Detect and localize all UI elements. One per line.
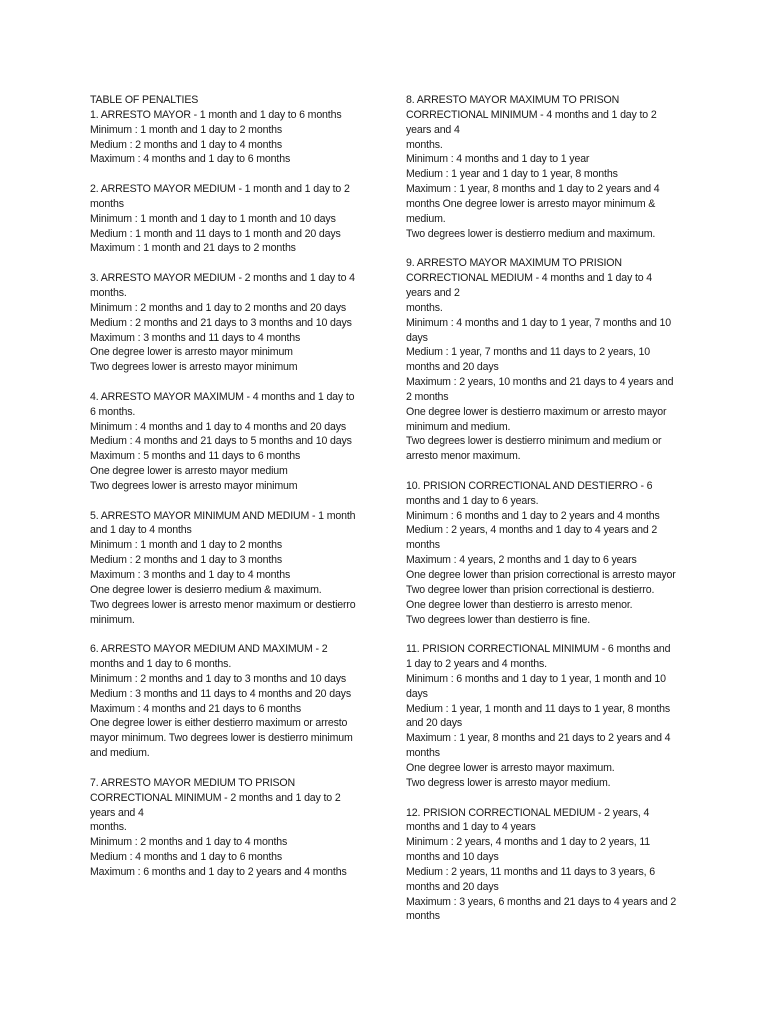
- section-line: Medium : 2 years, 11 months and 11 days to 3 years, 6: [406, 865, 655, 878]
- section-line: Medium : 3 months and 11 days to 4 months and 20 days: [90, 687, 351, 700]
- section-line: 2 months: [406, 390, 449, 403]
- section-line: Maximum : 3 months and 1 day to 4 months: [90, 569, 291, 581]
- right-sections: [406, 93, 691, 924]
- section-line: and 1 day to 4 months: [90, 524, 192, 537]
- section-line: days: [406, 331, 428, 344]
- section-line: Medium : 1 year, 7 months and 11 days to 2 years, 10: [406, 346, 651, 359]
- section-line: Minimum : 1 month and 1 day to 2 months: [90, 539, 282, 552]
- section-line: months.: [90, 821, 127, 834]
- section-line: months: [90, 197, 124, 210]
- penalty-section: [406, 93, 691, 241]
- section-line: Two degrees lower is arresto mayor minimum: [90, 479, 298, 492]
- left-column: [90, 93, 375, 895]
- section-line: arresto menor maximum.: [406, 450, 521, 463]
- section-line: One degree lower is arresto mayor minimum: [90, 346, 293, 359]
- section-line: 1 day to 2 years and 4 months.: [406, 658, 547, 671]
- section-line: CORRECTIONAL MEDIUM - 4 months and 1 day to 4: [406, 272, 653, 285]
- penalty-section: [406, 806, 691, 925]
- section-line: mayor minimum. Two degrees lower is destierro minimum: [90, 732, 353, 745]
- section-line: Two degrees lower is arresto mayor minimum: [90, 361, 298, 374]
- penalty-section: [90, 108, 375, 167]
- section-heading: 12. PRISION CORRECTIONAL MEDIUM - 2 years, 4: [406, 806, 650, 819]
- section-line: months.: [406, 138, 443, 151]
- penalty-section: [90, 182, 375, 256]
- document-title: TABLE OF PENALTIES: [90, 94, 199, 106]
- section-heading: 1. ARRESTO MAYOR - 1 month and 1 day to 6 months: [90, 108, 342, 121]
- penalty-section: [90, 509, 375, 628]
- section-line: Minimum : 4 months and 1 day to 1 year, 7 months and 10: [406, 316, 671, 329]
- section-line: Two degrees lower is destierro minimum and medium or: [406, 435, 662, 448]
- penalty-section: [90, 776, 375, 880]
- penalty-section: [90, 390, 375, 494]
- section-line: Maximum : 6 months and 1 day to 2 years and 4 months: [90, 865, 347, 878]
- section-line: CORRECTIONAL MINIMUM - 4 months and 1 day to 2: [406, 108, 657, 121]
- section-line: CORRECTIONAL MINIMUM - 2 months and 1 day to 2: [90, 791, 341, 804]
- section-heading: 9. ARRESTO MAYOR MAXIMUM TO PRISION: [406, 257, 622, 270]
- section-line: minimum and medium.: [406, 420, 511, 433]
- section-line: Maximum : 3 months and 11 days to 4 months: [90, 331, 301, 344]
- section-line: Maximum : 1 year, 8 months and 1 day to 2 years and 4: [406, 183, 660, 196]
- penalty-section: [90, 271, 375, 375]
- section-line: minimum.: [90, 613, 135, 626]
- section-line: months: [406, 539, 440, 552]
- section-line: months and 20 days: [406, 361, 499, 374]
- section-line: years and 4: [90, 806, 144, 819]
- section-line: Two degrees lower is arresto menor maximum or destierro: [90, 598, 356, 611]
- section-line: months One degree lower is arresto mayor minimum &: [406, 197, 656, 210]
- section-line: Minimum : 6 months and 1 day to 2 years and 4 months: [406, 509, 660, 522]
- section-heading: 7. ARRESTO MAYOR MEDIUM TO PRISON: [90, 776, 295, 789]
- right-column: [406, 93, 691, 939]
- section-line: months: [406, 747, 440, 760]
- section-line: medium.: [406, 212, 446, 225]
- section-heading: 5. ARRESTO MAYOR MINIMUM AND MEDIUM - 1 month: [90, 509, 356, 522]
- section-heading: 2. ARRESTO MAYOR MEDIUM - 1 month and 1 day to 2: [90, 183, 350, 196]
- penalty-section: [406, 479, 691, 627]
- section-line: Maximum : 3 years, 6 months and 21 days to 4 years and 2: [406, 895, 677, 908]
- section-line: Medium : 2 months and 1 day to 4 months: [90, 138, 283, 151]
- section-line: Minimum : 2 months and 1 day to 4 months: [90, 836, 288, 849]
- section-line: days: [406, 687, 428, 700]
- section-line: months.: [406, 301, 443, 314]
- section-line: Medium : 2 years, 4 months and 1 day to 4 years and 2: [406, 524, 658, 537]
- section-line: Minimum : 4 months and 1 day to 4 months and 20 days: [90, 420, 347, 433]
- section-line: Minimum : 1 month and 1 day to 1 month and 10 days: [90, 212, 336, 225]
- section-line: Medium : 2 months and 21 days to 3 months and 10 days: [90, 316, 352, 329]
- section-line: One degree lower is either destierro maximum or arresto: [90, 717, 348, 730]
- section-line: Medium : 1 year and 1 day to 1 year, 8 months: [406, 168, 618, 181]
- penalty-section: [406, 642, 691, 790]
- section-line: Minimum : 2 months and 1 day to 3 months and 10 days: [90, 672, 347, 685]
- section-line: months and 1 day to 6 months.: [90, 658, 232, 671]
- section-line: months and 10 days: [406, 851, 499, 864]
- section-line: One degree lower than destierro is arresto menor.: [406, 598, 633, 611]
- section-heading: 4. ARRESTO MAYOR MAXIMUM - 4 months and 1 day to: [90, 390, 355, 403]
- section-line: Two degrees lower than destierro is fine.: [406, 613, 591, 626]
- section-line: months and 1 day to 6 years.: [406, 494, 539, 507]
- section-line: One degree lower is arresto mayor medium: [90, 465, 288, 478]
- section-line: Two degress lower is arresto mayor medium.: [406, 776, 611, 789]
- section-line: years and 2: [406, 286, 460, 299]
- section-line: Two degrees lower is destierro medium and maximum.: [406, 227, 656, 240]
- section-line: Maximum : 4 years, 2 months and 1 day to 6 years: [406, 554, 637, 567]
- penalty-section: [406, 256, 691, 464]
- section-line: One degree lower is destierro maximum or arresto mayor: [406, 405, 667, 418]
- left-sections: [90, 108, 375, 880]
- section-line: months.: [90, 286, 127, 299]
- section-line: Maximum : 2 years, 10 months and 21 days to 4 years and: [406, 376, 674, 389]
- penalty-section: [90, 642, 375, 761]
- section-line: months and 20 days: [406, 880, 499, 893]
- section-line: Medium : 4 months and 1 day to 6 months: [90, 851, 283, 864]
- section-line: One degree lower than prision correctional is arresto mayor: [406, 569, 676, 581]
- section-heading: 10. PRISION CORRECTIONAL AND DESTIERRO - 6: [406, 479, 653, 492]
- section-line: Medium : 1 month and 11 days to 1 month and 20 days: [90, 227, 341, 240]
- section-line: Minimum : 2 months and 1 day to 2 months and 20 days: [90, 301, 347, 314]
- section-line: Maximum : 1 year, 8 months and 21 days to 2 years and 4: [406, 732, 671, 745]
- section-line: Minimum : 4 months and 1 day to 1 year: [406, 153, 590, 166]
- section-line: Medium : 4 months and 21 days to 5 months and 10 days: [90, 435, 352, 448]
- section-line: Medium : 1 year, 1 month and 11 days to 1 year, 8 months: [406, 702, 671, 715]
- section-line: and 20 days: [406, 717, 463, 730]
- section-heading: 3. ARRESTO MAYOR MEDIUM - 2 months and 1 day to 4: [90, 272, 355, 285]
- section-line: and medium.: [90, 747, 150, 760]
- section-heading: 11. PRISION CORRECTIONAL MINIMUM - 6 months and: [406, 643, 671, 656]
- section-line: months: [406, 910, 440, 923]
- section-line: Maximum : 5 months and 11 days to 6 months: [90, 450, 301, 463]
- section-line: Two degree lower than prision correctional is destierro.: [406, 583, 655, 596]
- section-line: Minimum : 2 years, 4 months and 1 day to 2 years, 11: [406, 836, 651, 849]
- section-line: One degree lower is arresto mayor maximum.: [406, 761, 615, 774]
- section-line: Minimum : 6 months and 1 day to 1 year, 1 month and 10: [406, 672, 666, 685]
- section-line: Maximum : 4 months and 21 days to 6 months: [90, 702, 301, 715]
- section-line: months and 1 day to 4 years: [406, 821, 536, 834]
- section-line: Minimum : 1 month and 1 day to 2 months: [90, 123, 282, 136]
- section-line: Maximum : 4 months and 1 day to 6 months: [90, 153, 291, 166]
- section-line: One degree lower is desierro medium & maximum.: [90, 583, 322, 596]
- section-line: years and 4: [406, 123, 460, 136]
- section-line: Maximum : 1 month and 21 days to 2 months: [90, 242, 296, 255]
- section-heading: 8. ARRESTO MAYOR MAXIMUM TO PRISON: [406, 94, 620, 106]
- section-line: 6 months.: [90, 405, 136, 418]
- section-heading: 6. ARRESTO MAYOR MEDIUM AND MAXIMUM - 2: [90, 643, 328, 656]
- section-line: Medium : 2 months and 1 day to 3 months: [90, 554, 283, 567]
